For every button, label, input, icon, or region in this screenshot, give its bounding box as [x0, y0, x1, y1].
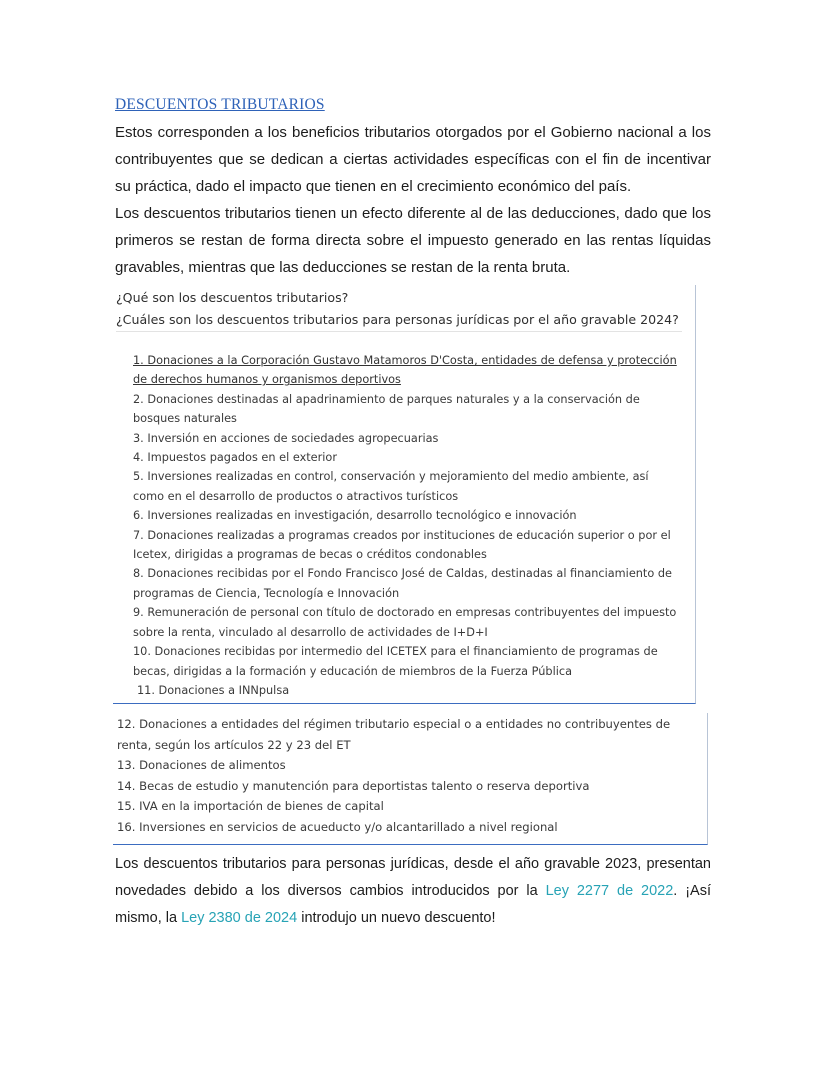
list-item-2-line-2: bosques naturales: [133, 412, 237, 426]
embedded-screenshot-list-part-1: [113, 285, 696, 704]
list-item-8-line-1: 8. Donaciones recibidas por el Fondo Francisco José de Caldas, destinadas al financiamiento de: [133, 567, 672, 581]
embedded-screenshot-list-part-2: [113, 713, 708, 845]
divider: [116, 331, 682, 332]
question-which-discounts-2024: ¿Cuáles son los descuentos tributarios para personas jurídicas por el año gravable 2024?: [116, 312, 679, 327]
list-item-7-line-1: 7. Donaciones realizadas a programas creados por instituciones de educación superior o por el: [133, 528, 671, 542]
list-item-14: 14. Becas de estudio y manutención para deportistas talento o reserva deportiva: [117, 778, 590, 793]
list-item-13: 13. Donaciones de alimentos: [117, 758, 286, 773]
list-item-12-line-1: 12. Donaciones a entidades del régimen tributario especial o a entidades no contribuyentes de: [117, 717, 671, 731]
list-item-1-line-1[interactable]: 1. Donaciones a la Corporación Gustavo Matamoros D'Costa, entidades de defensa y protección: [133, 354, 677, 367]
list-item-7-line-2: Icetex, dirigidas a programas de becas o créditos condonables: [133, 548, 487, 562]
intro-paragraph-2: Los descuentos tributarios tienen un efecto diferente al de las deducciones, dado que los primeros se restan de forma directa sobre el impuesto generado en las rentas líquidas gravables, mientras que las deducciones se restan de la renta bruta.: [115, 205, 711, 276]
list-item-8-line-2: programas de Ciencia, Tecnología e Innovación: [133, 586, 400, 600]
outro-text: [115, 851, 711, 932]
discount-list-2: [117, 714, 697, 838]
list-item-15: 15. IVA en la importación de bienes de capital: [117, 799, 384, 814]
section-heading-link[interactable]: DESCUENTOS TRIBUTARIOS: [115, 96, 325, 113]
outro-paragraph: [115, 851, 711, 932]
question-what-are-discounts: ¿Qué son los descuentos tributarios?: [116, 290, 349, 305]
list-item-3: 3. Inversión en acciones de sociedades agropecuarias: [133, 431, 439, 445]
list-item-9-line-2: sobre la renta, vinculado al desarrollo de actividades de I+D+I: [133, 625, 488, 639]
list-item-11: 11. Donaciones a INNpulsa: [137, 683, 290, 697]
list-item-2-line-1: 2. Donaciones destinadas al apadrinamiento de parques naturales y a la conservación de: [133, 392, 640, 406]
list-item-12-line-2: renta, según los artículos 22 y 23 del ET: [117, 737, 351, 752]
list-item-1-line-2[interactable]: de derechos humanos y organismos deportivos: [133, 373, 401, 387]
ley-2380-link[interactable]: Ley 2380 de 2024: [181, 910, 298, 926]
list-item-16: 16. Inversiones en servicios de acueducto y/o alcantarillado a nivel regional: [117, 819, 558, 834]
discount-list-1: [133, 351, 693, 700]
list-item-5-line-1: 5. Inversiones realizadas en control, conservación y mejoramiento del medio ambiente, así: [133, 470, 649, 484]
list-item-10-line-2: becas, dirigidas a la formación y educación de miembros de la Fuerza Pública: [133, 664, 573, 678]
list-item-10-line-1: 10. Donaciones recibidas por intermedio del ICETEX para el financiamiento de programas de: [133, 645, 658, 659]
list-item-5-line-2: como en el desarrollo de productos o atractivos turísticos: [133, 489, 459, 503]
outro-text-part-1: Los descuentos tributarios para personas jurídicas, desde el año gravable 2023, presentan novedades debido a los diversos cambios introducidos por la: [115, 856, 711, 899]
outro-text-part-2: . ¡Así mismo, la: [115, 883, 712, 926]
list-item-4: 4. Impuestos pagados en el exterior: [133, 451, 337, 465]
outro-text-part-3: introdujo un nuevo descuento!: [297, 910, 496, 926]
list-item-6: 6. Inversiones realizadas en investigación, desarrollo tecnológico e innovación: [133, 509, 577, 523]
ley-2277-link[interactable]: Ley 2277 de 2022: [545, 883, 674, 899]
list-item-9-line-1: 9. Remuneración de personal con título de doctorado en empresas contribuyentes del impuesto: [133, 606, 677, 620]
intro-paragraph-1: Estos corresponden a los beneficios tributarios otorgados por el Gobierno nacional a los contribuyentes que se dedican a ciertas actividades específicas con el fin de incentivar su práctica, dado el impacto que tienen en el crecimiento económico del país.: [115, 124, 711, 195]
intro-text: [115, 119, 711, 281]
